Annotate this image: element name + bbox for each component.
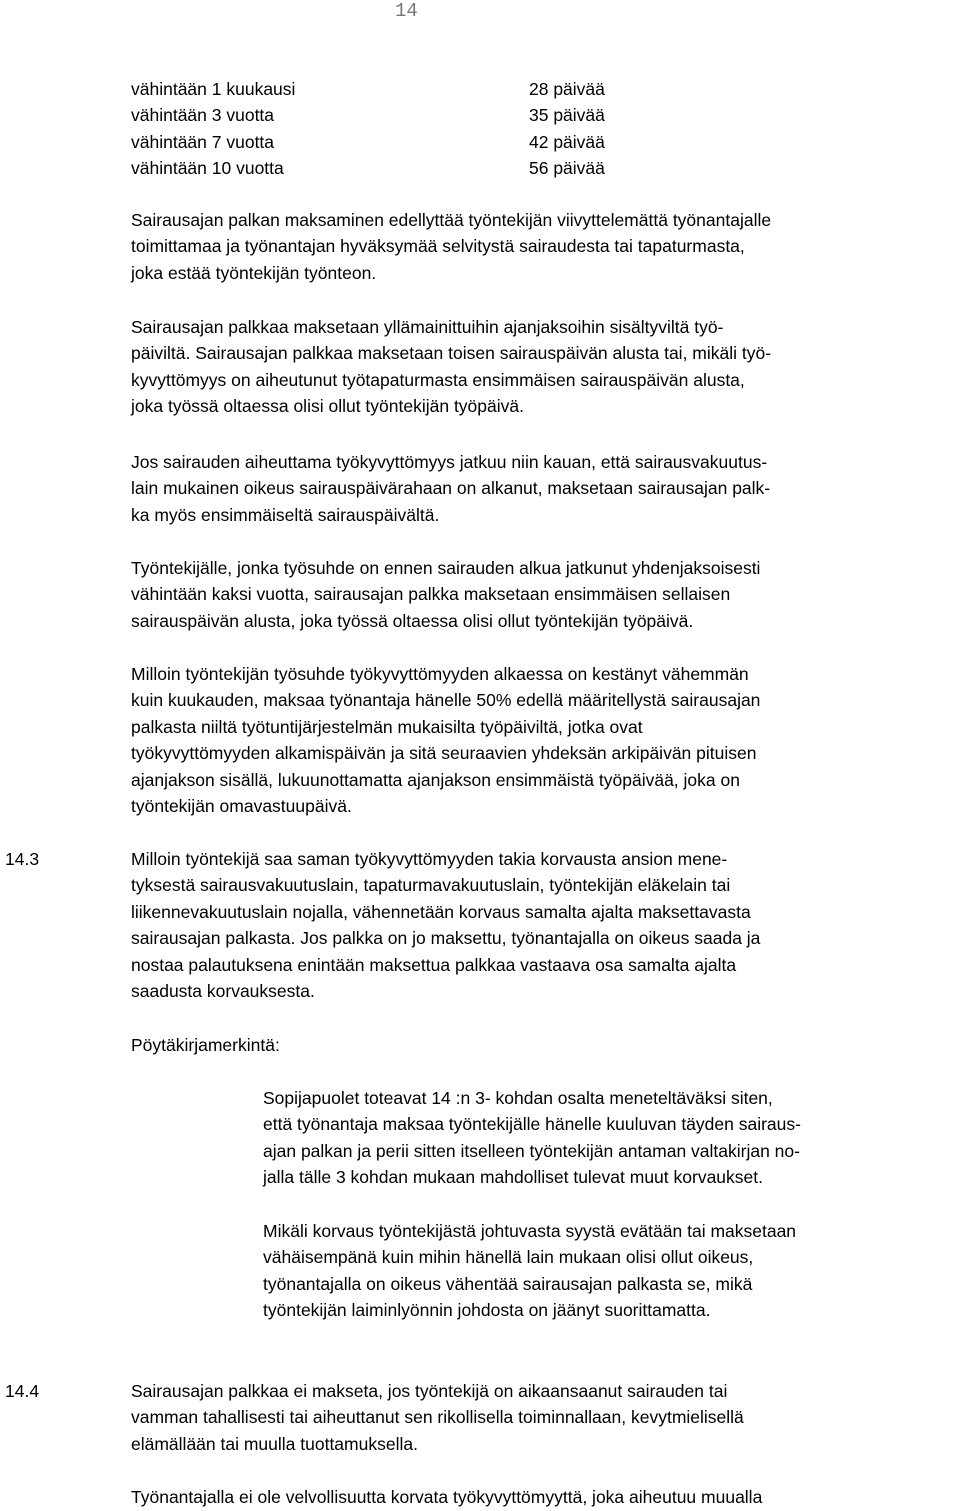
table-row (131, 76, 951, 102)
period-term: vähintään 1 kuukausi (131, 79, 296, 99)
text-line: liikennevakuutuslain nojalla, vähennetään korvaus samalta ajalta maksettavasta (131, 901, 751, 922)
paragraph-sick-pay-days (131, 314, 951, 420)
text-line: työnantajalla on oikeus vähentää sairausajan palkasta se, mikä (263, 1273, 753, 1294)
text-line: ka myös ensimmäiseltä sairauspäivältä. (131, 504, 440, 525)
text-line: vamman tahallisesti tai aiheuttanut sen rikollisella toiminnallaan, kevytmielisellä (131, 1407, 744, 1428)
period-days: 35 päivää (529, 105, 605, 126)
section-number: 14.3 (5, 849, 40, 869)
text-line: ajan palkan ja perii sitten itselleen työntekijän antaman valtakirjan no- (263, 1140, 800, 1161)
text-line: että työnantaja maksaa työntekijälle hänelle kuuluvan täyden sairaus- (263, 1114, 801, 1135)
text-line: joka estää työntekijän työnteon. (131, 262, 377, 283)
notice-period-table (131, 76, 951, 182)
protocol-note-2 (263, 1218, 953, 1324)
text-line: Sairausajan palkkaa maksetaan yllämainittuihin ajanjaksoihin sisältyviltä työ- (131, 317, 724, 337)
text-line: työntekijän omavastuupäivä. (131, 796, 352, 817)
text-line: Mikäli korvaus työntekijästä johtuvasta syystä evätään tai maksetaan (263, 1221, 797, 1241)
text-line: työntekijän laiminlyönnin johdosta on jäänyt suorittamatta. (263, 1300, 711, 1321)
text-line: saadusta korvauksesta. (131, 981, 315, 1002)
period-term: vähintään 7 vuotta (131, 131, 275, 152)
text-line: vähäisempänä kuin mihin hänellä lain mukaan olisi ollut oikeus, (263, 1247, 754, 1268)
text-line: Sopijapuolet toteavat 14 :n 3- kohdan osalta meneteltäväksi siten, (263, 1088, 773, 1108)
text-line: kyvyttömyys on aiheutunut työtapaturmasta ensimmäisen sairauspäivän alusta, (131, 369, 745, 390)
text-line: Jos sairauden aiheuttama työkyvyttömyys jatkuu niin kauan, että sairausvakuutus- (131, 452, 768, 472)
text-line: Työntekijälle, jonka työsuhde on ennen sairauden alkua jatkunut yhdenjaksoisesti (131, 558, 761, 578)
text-line: tyksestä sairausvakuutuslain, tapaturmavakuutuslain, työntekijän eläkelain tai (131, 875, 731, 896)
text-line: kuin kuukauden, maksaa työnantaja hänelle 50% edellä määritellystä sairausajan (131, 690, 761, 711)
text-line: Työnantajalla ei ole velvollisuutta korvata työkyvyttömyyttä, joka aiheutuu muualla (131, 1487, 763, 1507)
text-line: jalla tälle 3 kohdan mukaan mahdolliset tulevat muut korvaukset. (263, 1167, 763, 1188)
protocol-note-1 (263, 1085, 953, 1191)
section-14-4-body (131, 1378, 951, 1457)
table-row (131, 129, 951, 155)
paragraph-two-year-employment (131, 555, 951, 634)
table-row (131, 102, 951, 128)
text-line: Sairausajan palkan maksaminen edellyttää työntekijän viivyttelemättä työnantajalle (131, 210, 772, 230)
paragraph-sick-pay-condition (131, 207, 951, 286)
period-days: 28 päivää (529, 79, 605, 99)
text-line: sairauspäivän alusta, joka työssä oltaessa olisi ollut työntekijän työpäivä. (131, 610, 694, 631)
text-line: toimittamaa ja työnantajan hyväksymää selvitystä sairaudesta tai tapaturmasta, (131, 236, 745, 257)
section-number: 14.4 (5, 1381, 40, 1401)
text-line: elämällään tai muulla tuottamuksella. (131, 1433, 418, 1454)
period-days: 42 päivää (529, 131, 605, 152)
table-row (131, 155, 951, 181)
section-14-3-body (131, 846, 951, 1004)
text-line: palkasta niiltä työtuntijärjestelmän mukaisilta työpäiviltä, jotka ovat (131, 716, 643, 737)
text-line: nostaa palautuksena enintään maksettua palkkaa vastaava osa samalta ajalta (131, 954, 737, 975)
text-line: Milloin työntekijä saa saman työkyvyttömyyden takia korvausta ansion mene- (131, 849, 728, 869)
protocol-heading (131, 1032, 951, 1058)
text-line: vähintään kaksi vuotta, sairausajan palkka maksetaan ensimmäisen sellaisen (131, 584, 731, 605)
text-line: lain mukainen oikeus sairauspäivärahaan on alkanut, maksetaan sairausajan palk- (131, 478, 771, 499)
section-14-4-continuation (131, 1484, 951, 1510)
text-line: työkyvyttömyyden alkamispäivän ja sitä seuraavien yhdeksän arkipäivän pituisen (131, 743, 757, 764)
text-line: joka työssä oltaessa olisi ollut työntekijän työpäivä. (131, 396, 524, 417)
page-number: 14 (395, 0, 418, 22)
period-term: vähintään 3 vuotta (131, 105, 275, 126)
period-term: vähintään 10 vuotta (131, 158, 284, 179)
text-line: päiviltä. Sairausajan palkkaa maksetaan toisen sairauspäivän alusta tai, mikäli työ- (131, 343, 772, 364)
heading-text: Pöytäkirjamerkintä: (131, 1035, 280, 1055)
paragraph-short-employment (131, 661, 951, 819)
text-line: sairausajan palkasta. Jos palkka on jo maksettu, työnantajalla on oikeus saada ja (131, 928, 761, 949)
period-days: 56 päivää (529, 158, 605, 179)
text-line: Sairausajan palkkaa ei makseta, jos työntekijä on aikaansaanut sairauden tai (131, 1381, 728, 1401)
text-line: ajanjakson sisällä, lukuunottamatta ajanjakson ensimmäistä työpäivää, joka on (131, 769, 740, 790)
text-line: Milloin työntekijän työsuhde työkyvyttömyyden alkaessa on kestänyt vähemmän (131, 664, 749, 684)
paragraph-long-incapacity (131, 449, 951, 528)
